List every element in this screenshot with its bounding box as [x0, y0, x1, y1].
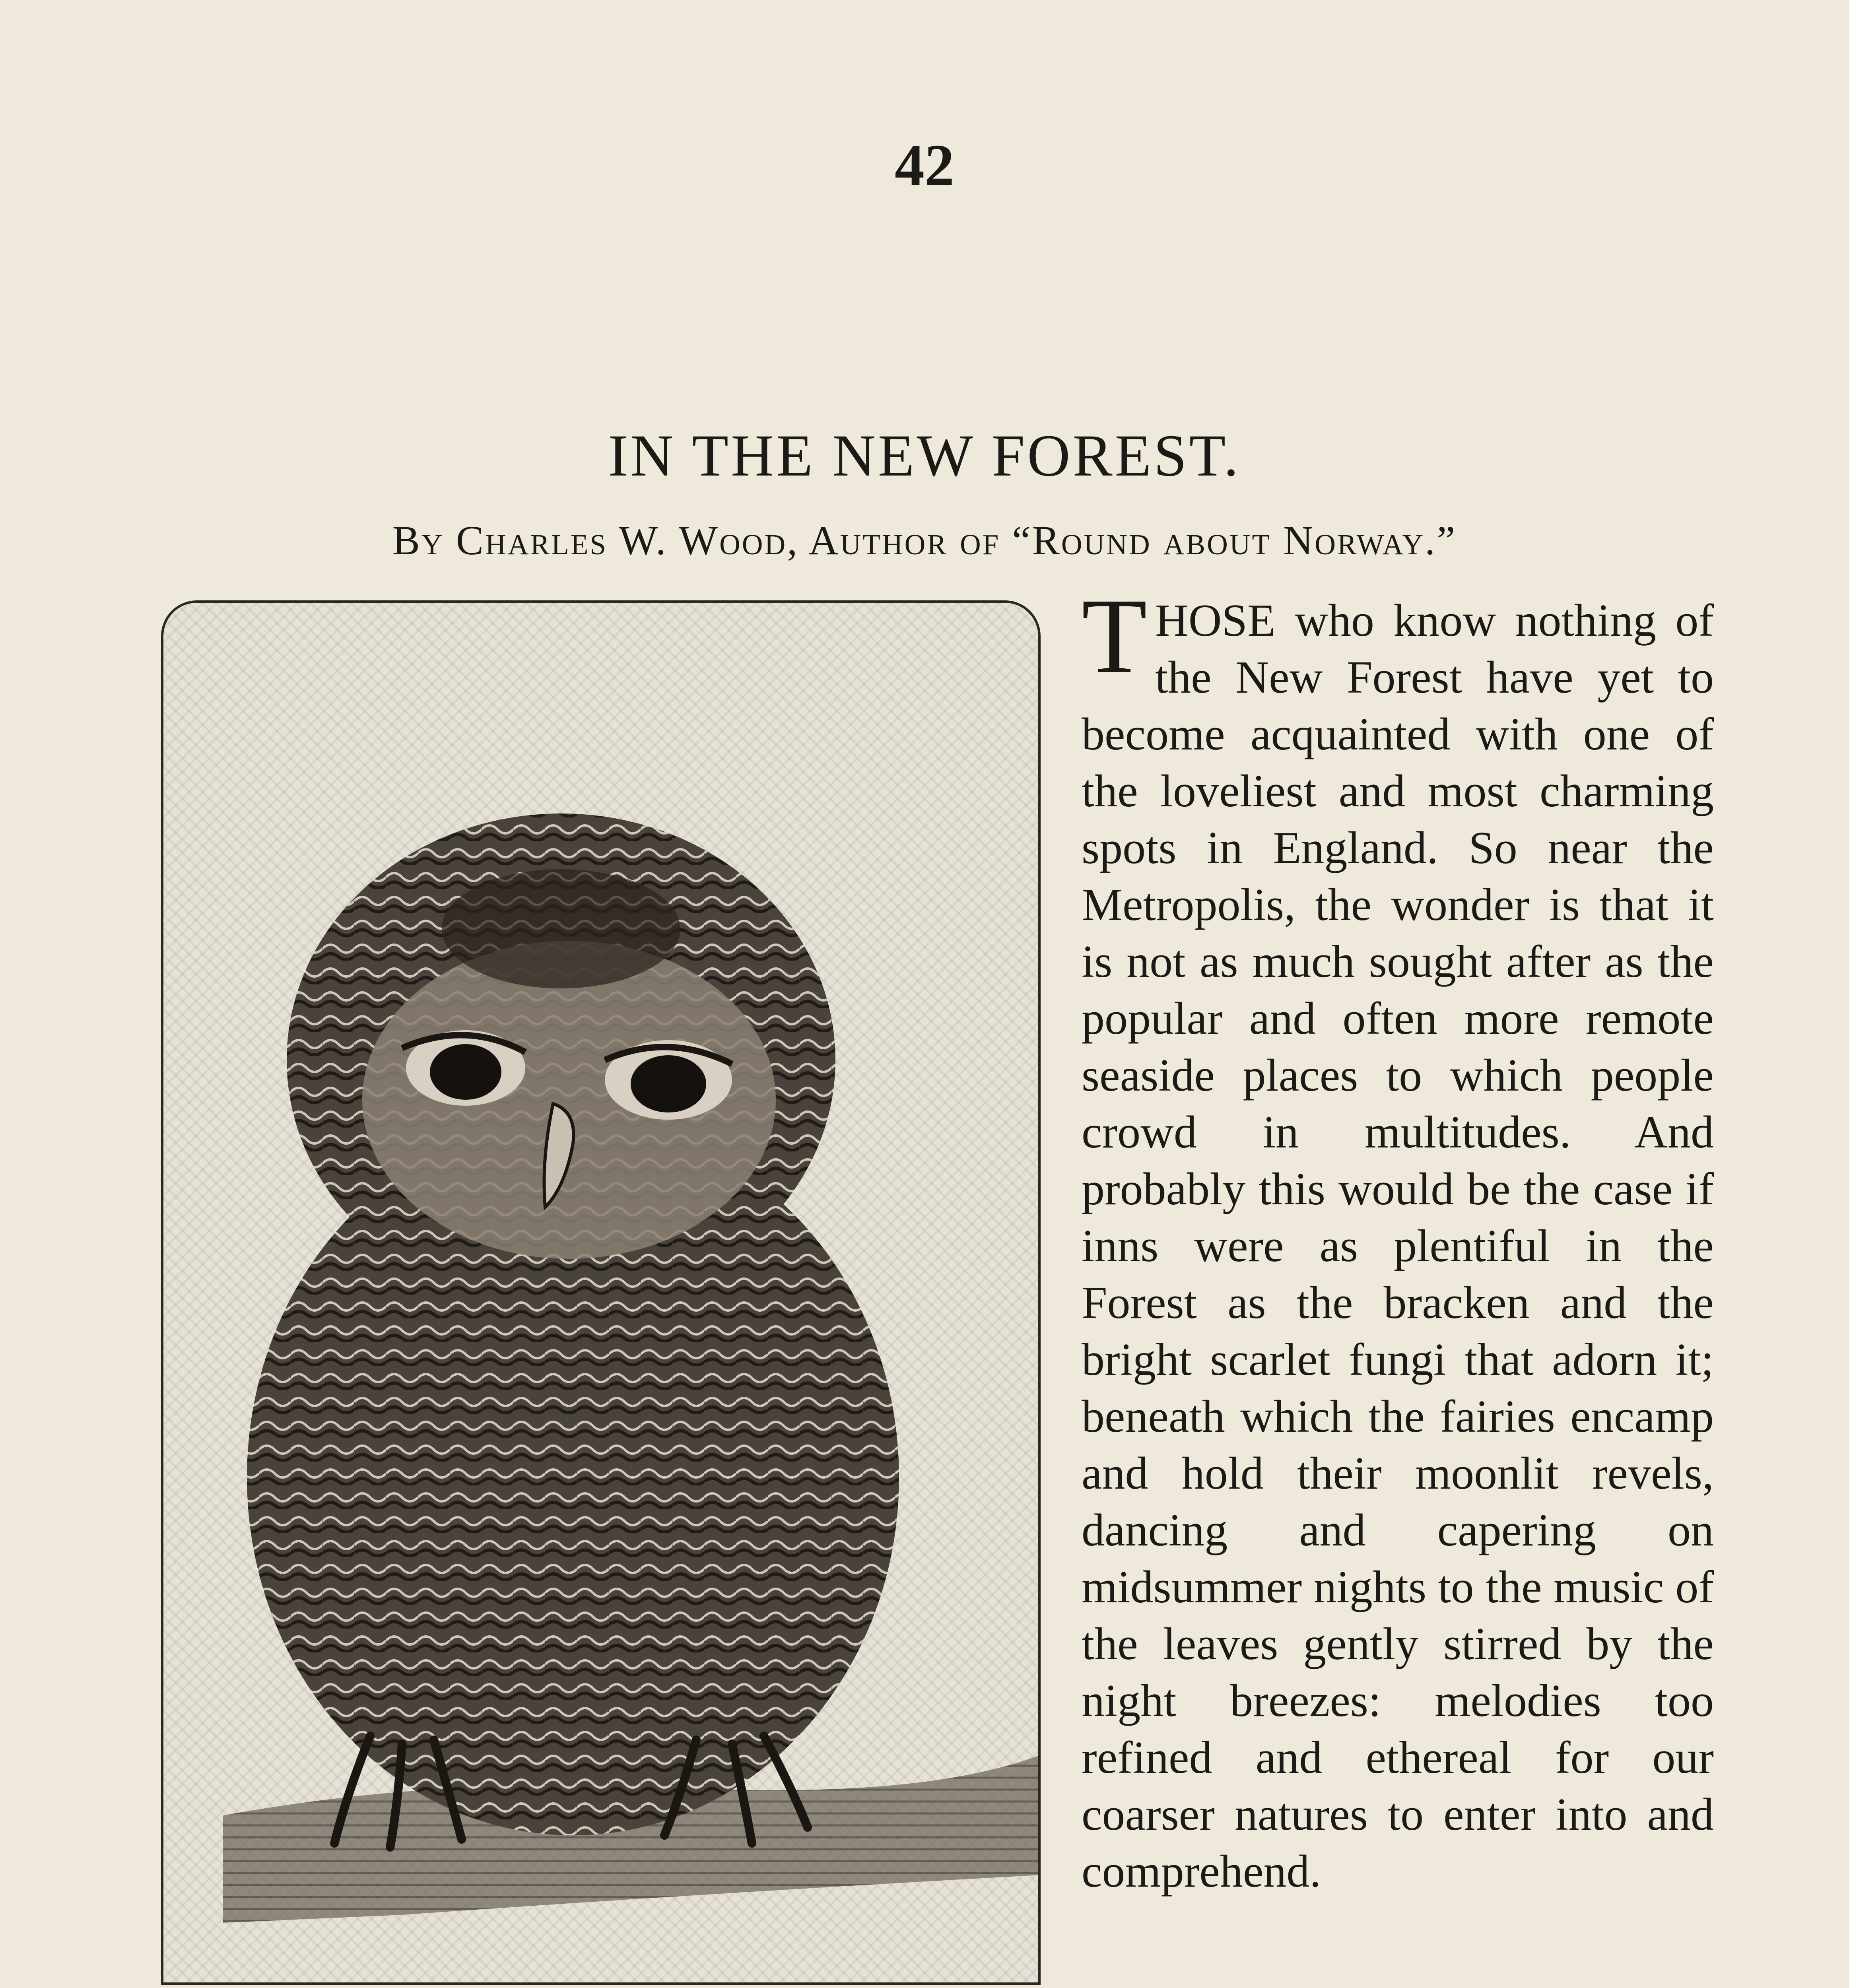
article-opening-paragraph — [1082, 577, 1714, 1900]
page-number: 42 — [895, 132, 954, 198]
article-title: IN THE NEW FOREST. — [608, 423, 1241, 489]
byline: By Charles W. Wood, Author of “Round about Norway.” — [392, 518, 1457, 563]
opening-paragraph-text: HOSE who know nothing of the New Forest have yet to become acquainted with one of the loveliest and most charming spots in England. So near the Metropolis, the wonder is that it is not as much sought after as the popular and often more remote seaside places to which people crowd in multitudes. And probably this would be the case if inns were as plentiful in the Forest as the bracken and the bright scarlet fungi that adorn it; beneath which the fairies encamp and hold their moonlit revels, dancing and capering on midsummer nights to the music of the leaves gently stirred by the night breezes: melodies too refined and ethereal for our coarser natures to enter into and comprehend. — [1082, 595, 1714, 1897]
owl-icon — [163, 603, 1038, 1982]
owl-illustration — [161, 600, 1041, 1985]
drop-cap: T — [1082, 577, 1147, 695]
